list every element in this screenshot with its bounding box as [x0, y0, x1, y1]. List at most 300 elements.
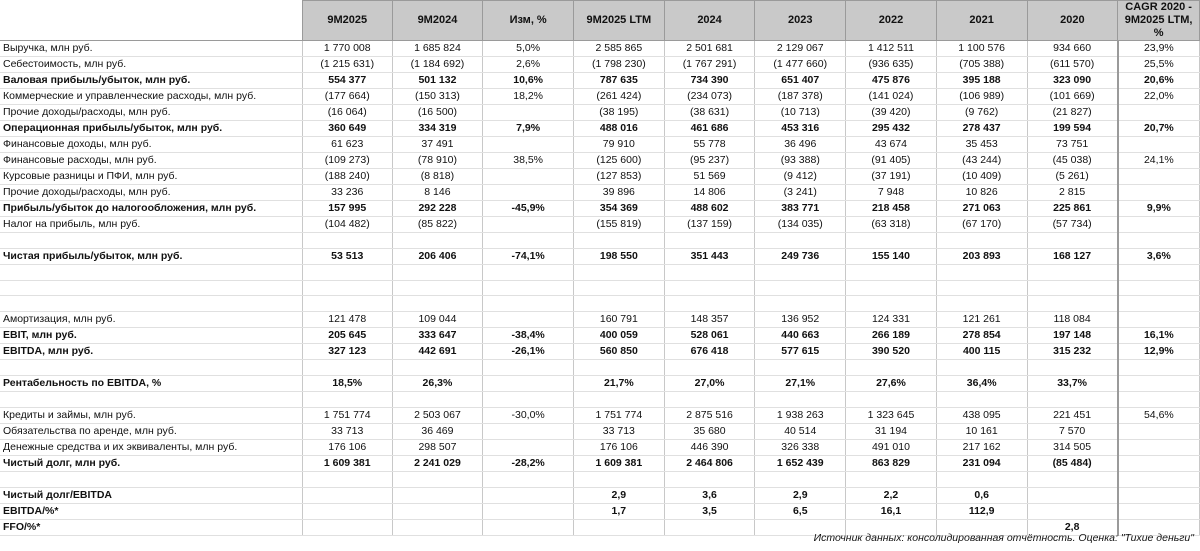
row-value-3 [483, 503, 574, 519]
row-value-6 [755, 360, 846, 376]
row-value-8 [936, 280, 1027, 296]
row-value-6: 1 938 263 [755, 407, 846, 423]
row-value-6: (187 378) [755, 89, 846, 105]
row-value-1 [302, 519, 392, 535]
row-value-7: (141 024) [846, 89, 937, 105]
row-label [0, 391, 302, 407]
row-value-9: 934 660 [1027, 41, 1118, 57]
row-value-2: 333 647 [392, 328, 483, 344]
row-value-8 [936, 360, 1027, 376]
row-value-8: (10 409) [936, 169, 1027, 185]
row-value-2 [392, 233, 483, 249]
row-value-6 [755, 296, 846, 312]
row-value-1 [302, 360, 392, 376]
row-value-4 [574, 264, 665, 280]
row-value-10 [1118, 503, 1200, 519]
row-value-4: 1 751 774 [574, 407, 665, 423]
row-value-10 [1118, 233, 1200, 249]
row-value-5 [664, 519, 755, 535]
row-value-2: (150 313) [392, 89, 483, 105]
row-value-7: (39 420) [846, 105, 937, 121]
row-value-3 [483, 360, 574, 376]
row-value-1: 176 106 [302, 439, 392, 455]
row-value-7: (63 318) [846, 217, 937, 233]
row-value-9: 221 451 [1027, 407, 1118, 423]
row-value-8: (43 244) [936, 153, 1027, 169]
row-value-4: 400 059 [574, 328, 665, 344]
row-value-3: -74,1% [483, 248, 574, 264]
row-label: Финансовые доходы, млн руб. [0, 137, 302, 153]
table-row [0, 41, 1200, 57]
row-value-8: 112,9 [936, 503, 1027, 519]
row-value-2: (78 910) [392, 153, 483, 169]
row-value-4: 787 635 [574, 73, 665, 89]
table-row [0, 328, 1200, 344]
row-value-5: 148 357 [664, 312, 755, 328]
row-value-3 [483, 312, 574, 328]
row-value-7 [846, 264, 937, 280]
row-value-2: 109 044 [392, 312, 483, 328]
row-value-10 [1118, 391, 1200, 407]
row-value-2: 26,3% [392, 375, 483, 391]
row-value-3: -38,4% [483, 328, 574, 344]
row-value-4 [574, 391, 665, 407]
row-value-1: 18,5% [302, 375, 392, 391]
table-row [0, 439, 1200, 455]
row-value-2: 36 469 [392, 423, 483, 439]
row-value-8 [936, 296, 1027, 312]
row-value-7 [846, 233, 937, 249]
row-value-2: 206 406 [392, 248, 483, 264]
row-value-5: 676 418 [664, 344, 755, 360]
row-value-5: 2 875 516 [664, 407, 755, 423]
row-value-10 [1118, 280, 1200, 296]
row-value-9: (611 570) [1027, 57, 1118, 73]
row-value-8: 400 115 [936, 344, 1027, 360]
row-value-2 [392, 264, 483, 280]
header-2020: 2020 [1027, 1, 1118, 41]
row-value-10 [1118, 312, 1200, 328]
row-label: Прочие доходы/расходы, млн руб. [0, 185, 302, 201]
row-value-7: 1 412 511 [846, 41, 937, 57]
row-label: Себестоимость, млн руб. [0, 57, 302, 73]
row-value-4: 79 910 [574, 137, 665, 153]
row-value-1: (1 215 631) [302, 57, 392, 73]
row-value-8: 395 188 [936, 73, 1027, 89]
row-value-5: (1 767 291) [664, 57, 755, 73]
row-value-5: 14 806 [664, 185, 755, 201]
row-value-9: 225 861 [1027, 201, 1118, 217]
row-value-5 [664, 280, 755, 296]
header-change: Изм, % [483, 1, 574, 41]
row-value-9: 314 505 [1027, 439, 1118, 455]
row-value-1: 360 649 [302, 121, 392, 137]
row-value-2 [392, 296, 483, 312]
row-value-5: (95 237) [664, 153, 755, 169]
row-value-5: 351 443 [664, 248, 755, 264]
row-value-8: 231 094 [936, 455, 1027, 471]
row-value-9 [1027, 296, 1118, 312]
row-value-1: (109 273) [302, 153, 392, 169]
row-value-7: 491 010 [846, 439, 937, 455]
header-cagr: CAGR 2020 - 9M2025 LTM, % [1118, 1, 1200, 41]
row-value-2: 2 241 029 [392, 455, 483, 471]
row-value-1: 1 751 774 [302, 407, 392, 423]
row-value-6: 651 407 [755, 73, 846, 89]
table-row [0, 407, 1200, 423]
table-row [0, 344, 1200, 360]
row-value-6: (93 388) [755, 153, 846, 169]
row-value-2: (85 822) [392, 217, 483, 233]
row-value-7 [846, 280, 937, 296]
row-value-2 [392, 360, 483, 376]
row-value-1: 53 513 [302, 248, 392, 264]
row-value-6: (9 412) [755, 169, 846, 185]
table-row [0, 312, 1200, 328]
row-value-6: 383 771 [755, 201, 846, 217]
row-label: Финансовые расходы, млн руб. [0, 153, 302, 169]
row-value-3 [483, 423, 574, 439]
row-value-3: 38,5% [483, 153, 574, 169]
row-value-7: 155 140 [846, 248, 937, 264]
row-value-4: 2 585 865 [574, 41, 665, 57]
row-value-2 [392, 519, 483, 535]
row-value-7: (91 405) [846, 153, 937, 169]
row-value-7: 863 829 [846, 455, 937, 471]
row-value-4: 560 850 [574, 344, 665, 360]
row-value-9 [1027, 264, 1118, 280]
row-value-7: 43 674 [846, 137, 937, 153]
row-value-8: 438 095 [936, 407, 1027, 423]
row-value-7 [846, 296, 937, 312]
table-row [0, 248, 1200, 264]
table-row [0, 487, 1200, 503]
row-value-4: 1 609 381 [574, 455, 665, 471]
row-value-7: 31 194 [846, 423, 937, 439]
row-value-10: 23,9% [1118, 41, 1200, 57]
row-value-10 [1118, 455, 1200, 471]
row-value-4: 198 550 [574, 248, 665, 264]
row-value-7 [846, 391, 937, 407]
row-value-1: 554 377 [302, 73, 392, 89]
row-value-3: 2,6% [483, 57, 574, 73]
row-value-5 [664, 391, 755, 407]
row-value-8: (106 989) [936, 89, 1027, 105]
row-value-7: (936 635) [846, 57, 937, 73]
empty-row [0, 391, 1200, 407]
table-row [0, 201, 1200, 217]
row-value-8: 0,6 [936, 487, 1027, 503]
row-value-3: 10,6% [483, 73, 574, 89]
row-value-4: 176 106 [574, 439, 665, 455]
row-value-6: 249 736 [755, 248, 846, 264]
empty-row [0, 471, 1200, 487]
row-value-8: 217 162 [936, 439, 1027, 455]
row-value-2 [392, 471, 483, 487]
row-value-7: 16,1 [846, 503, 937, 519]
row-value-5: 446 390 [664, 439, 755, 455]
row-value-3 [483, 296, 574, 312]
row-value-6: 1 652 439 [755, 455, 846, 471]
row-value-10 [1118, 360, 1200, 376]
row-value-5: 27,0% [664, 375, 755, 391]
row-value-5: 3,6 [664, 487, 755, 503]
row-label: Чистая прибыль/убыток, млн руб. [0, 248, 302, 264]
row-value-2: 8 146 [392, 185, 483, 201]
row-value-7: 218 458 [846, 201, 937, 217]
row-value-8 [936, 471, 1027, 487]
row-value-1 [302, 503, 392, 519]
row-value-1: 205 645 [302, 328, 392, 344]
row-value-5: (234 073) [664, 89, 755, 105]
row-value-3 [483, 169, 574, 185]
row-value-6: 136 952 [755, 312, 846, 328]
row-value-10: 54,6% [1118, 407, 1200, 423]
row-label: Коммерческие и управленческие расходы, млн руб. [0, 89, 302, 105]
row-value-4: (38 195) [574, 105, 665, 121]
header-2022: 2022 [846, 1, 937, 41]
row-value-3: 7,9% [483, 121, 574, 137]
row-value-10 [1118, 217, 1200, 233]
table-row [0, 137, 1200, 153]
row-value-7: 475 876 [846, 73, 937, 89]
row-value-8: (67 170) [936, 217, 1027, 233]
table-row [0, 217, 1200, 233]
row-value-10 [1118, 423, 1200, 439]
row-value-3 [483, 105, 574, 121]
row-value-9: (101 669) [1027, 89, 1118, 105]
row-value-10: 24,1% [1118, 153, 1200, 169]
row-value-10 [1118, 264, 1200, 280]
table-row [0, 185, 1200, 201]
empty-row [0, 264, 1200, 280]
header-2024: 2024 [664, 1, 755, 41]
header-blank-cell [0, 1, 302, 41]
row-value-5: 35 680 [664, 423, 755, 439]
row-value-3: -26,1% [483, 344, 574, 360]
row-value-10 [1118, 439, 1200, 455]
row-value-7: 1 323 645 [846, 407, 937, 423]
row-value-2 [392, 280, 483, 296]
row-value-2: 501 132 [392, 73, 483, 89]
row-value-4 [574, 296, 665, 312]
row-value-6: 453 316 [755, 121, 846, 137]
row-value-6: 440 663 [755, 328, 846, 344]
row-value-8: 278 854 [936, 328, 1027, 344]
row-value-5: 3,5 [664, 503, 755, 519]
row-value-7: (37 191) [846, 169, 937, 185]
row-value-9: 7 570 [1027, 423, 1118, 439]
header-9m2025: 9M2025 [302, 1, 392, 41]
row-value-9: (21 827) [1027, 105, 1118, 121]
row-value-7: 390 520 [846, 344, 937, 360]
row-value-1: (188 240) [302, 169, 392, 185]
row-value-10 [1118, 487, 1200, 503]
row-value-4: 39 896 [574, 185, 665, 201]
header-2023: 2023 [755, 1, 846, 41]
row-value-3 [483, 519, 574, 535]
row-value-2 [392, 391, 483, 407]
row-value-9: 2 815 [1027, 185, 1118, 201]
row-value-2: (1 184 692) [392, 57, 483, 73]
table-row [0, 73, 1200, 89]
row-value-6 [755, 264, 846, 280]
row-value-2: 2 503 067 [392, 407, 483, 423]
row-value-7 [846, 360, 937, 376]
empty-row [0, 296, 1200, 312]
row-value-8 [936, 264, 1027, 280]
row-value-9 [1027, 280, 1118, 296]
row-value-9: 315 232 [1027, 344, 1118, 360]
row-value-10: 25,5% [1118, 57, 1200, 73]
row-value-8: 203 893 [936, 248, 1027, 264]
row-value-4: (1 798 230) [574, 57, 665, 73]
table-row [0, 57, 1200, 73]
header-2021: 2021 [936, 1, 1027, 41]
row-value-3 [483, 137, 574, 153]
row-value-3 [483, 439, 574, 455]
row-value-10: 12,9% [1118, 344, 1200, 360]
row-value-7: 2,2 [846, 487, 937, 503]
row-value-4: (155 819) [574, 217, 665, 233]
row-value-9: (57 734) [1027, 217, 1118, 233]
row-value-2: 37 491 [392, 137, 483, 153]
table-row [0, 89, 1200, 105]
row-label: Рентабельность по EBITDA, % [0, 375, 302, 391]
row-value-1 [302, 391, 392, 407]
row-value-6 [755, 280, 846, 296]
row-value-6 [755, 471, 846, 487]
row-value-2: 1 685 824 [392, 41, 483, 57]
row-value-1 [302, 280, 392, 296]
row-value-6: 2 129 067 [755, 41, 846, 57]
row-value-5 [664, 360, 755, 376]
row-value-4: 21,7% [574, 375, 665, 391]
row-value-4: 160 791 [574, 312, 665, 328]
source-footnote: Источник данных: консолидированная отчётность. Оценка: "Тихие деньги" [813, 532, 1194, 544]
row-value-1: 121 478 [302, 312, 392, 328]
row-value-4 [574, 519, 665, 535]
row-value-9: 323 090 [1027, 73, 1118, 89]
empty-row [0, 280, 1200, 296]
header-9m2025-ltm: 9M2025 LTM [574, 1, 665, 41]
row-value-10: 20,7% [1118, 121, 1200, 137]
row-value-7: 266 189 [846, 328, 937, 344]
row-value-8: 10 161 [936, 423, 1027, 439]
row-value-2 [392, 503, 483, 519]
row-value-6: 36 496 [755, 137, 846, 153]
row-value-7 [846, 471, 937, 487]
row-value-8 [936, 391, 1027, 407]
table-body [0, 41, 1200, 536]
row-value-10: 20,6% [1118, 73, 1200, 89]
row-value-5: (137 159) [664, 217, 755, 233]
row-value-2: (16 500) [392, 105, 483, 121]
row-value-10 [1118, 296, 1200, 312]
row-value-1: (16 064) [302, 105, 392, 121]
row-value-3 [483, 264, 574, 280]
empty-row [0, 233, 1200, 249]
row-value-4: 488 016 [574, 121, 665, 137]
row-value-3: -28,2% [483, 455, 574, 471]
header-9m2024: 9M2024 [392, 1, 483, 41]
row-label: Налог на прибыль, млн руб. [0, 217, 302, 233]
row-value-8: 278 437 [936, 121, 1027, 137]
row-value-1: 33 713 [302, 423, 392, 439]
row-value-6 [755, 233, 846, 249]
row-value-3 [483, 233, 574, 249]
row-value-10 [1118, 185, 1200, 201]
row-value-10 [1118, 375, 1200, 391]
row-value-6: 577 615 [755, 344, 846, 360]
row-value-5: 2 464 806 [664, 455, 755, 471]
row-value-3: 5,0% [483, 41, 574, 57]
row-value-3 [483, 391, 574, 407]
row-value-10 [1118, 137, 1200, 153]
row-value-3: -45,9% [483, 201, 574, 217]
row-value-9 [1027, 391, 1118, 407]
row-label: EBIT, млн руб. [0, 328, 302, 344]
row-value-8: 35 453 [936, 137, 1027, 153]
row-value-6: 326 338 [755, 439, 846, 455]
row-label [0, 233, 302, 249]
row-value-1: 1 609 381 [302, 455, 392, 471]
row-value-2: 442 691 [392, 344, 483, 360]
row-value-2: (8 818) [392, 169, 483, 185]
table-row [0, 423, 1200, 439]
row-value-5: 734 390 [664, 73, 755, 89]
row-value-3 [483, 185, 574, 201]
row-value-8: (9 762) [936, 105, 1027, 121]
row-value-9 [1027, 471, 1118, 487]
row-value-8: (705 388) [936, 57, 1027, 73]
row-label [0, 360, 302, 376]
row-label: Операционная прибыль/убыток, млн руб. [0, 121, 302, 137]
row-value-8: 271 063 [936, 201, 1027, 217]
row-value-9 [1027, 360, 1118, 376]
row-value-3: 18,2% [483, 89, 574, 105]
row-label: Чистый долг, млн руб. [0, 455, 302, 471]
row-label [0, 264, 302, 280]
row-value-9: (5 261) [1027, 169, 1118, 185]
row-label: Чистый долг/EBITDA [0, 487, 302, 503]
table-row [0, 169, 1200, 185]
row-label: EBITDA, млн руб. [0, 344, 302, 360]
table-row [0, 503, 1200, 519]
row-label [0, 280, 302, 296]
row-label: Обязательства по аренде, млн руб. [0, 423, 302, 439]
row-value-3 [483, 280, 574, 296]
row-value-9: (45 038) [1027, 153, 1118, 169]
row-value-4: 33 713 [574, 423, 665, 439]
row-value-6: 27,1% [755, 375, 846, 391]
table-row [0, 455, 1200, 471]
table-row [0, 375, 1200, 391]
row-value-1: (104 482) [302, 217, 392, 233]
row-value-1 [302, 487, 392, 503]
row-value-5 [664, 471, 755, 487]
row-value-9 [1027, 487, 1118, 503]
row-value-1: 327 123 [302, 344, 392, 360]
row-label: Курсовые разницы и ПФИ, млн руб. [0, 169, 302, 185]
row-value-1 [302, 471, 392, 487]
row-label: Прибыль/убыток до налогообложения, млн руб. [0, 201, 302, 217]
table-row [0, 121, 1200, 137]
row-label: Валовая прибыль/убыток, млн руб. [0, 73, 302, 89]
row-value-4: (125 600) [574, 153, 665, 169]
row-label: FFO/%* [0, 519, 302, 535]
row-label: EBITDA/%* [0, 503, 302, 519]
